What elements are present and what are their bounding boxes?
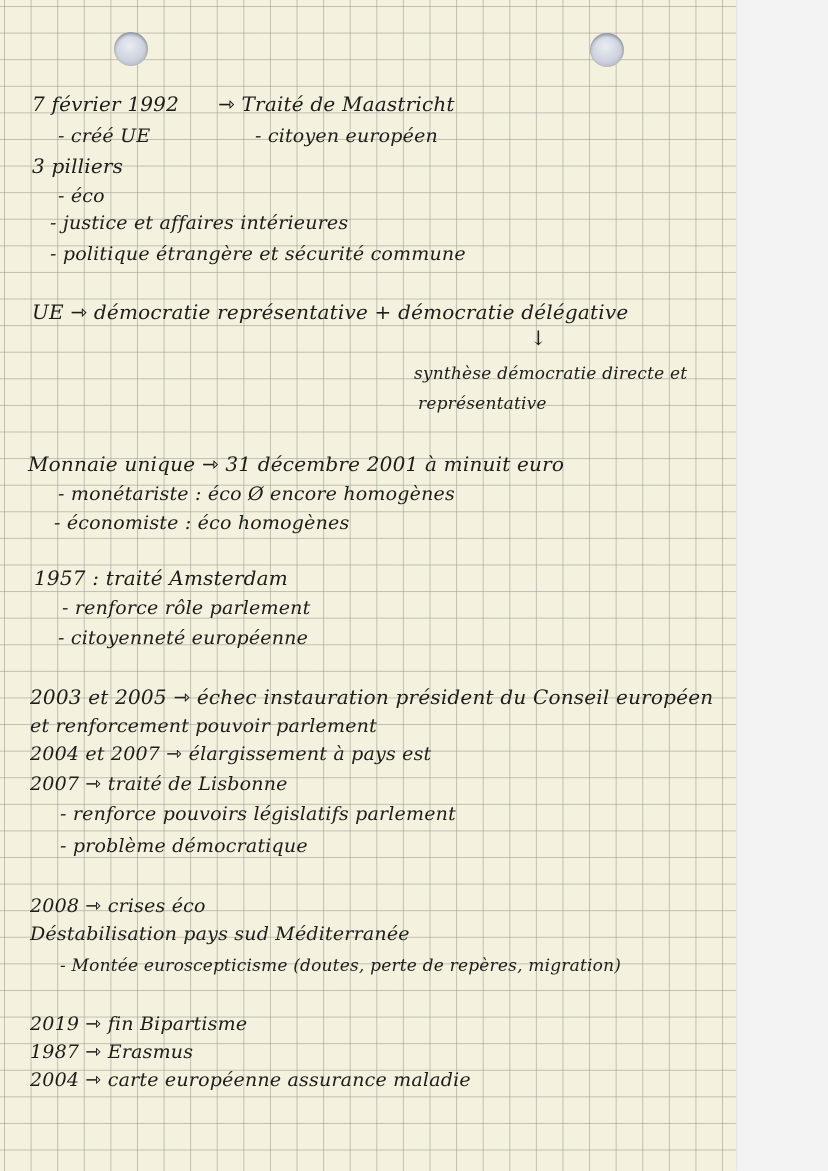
- note-pouvoirs-legislatifs: - renforce pouvoirs législatifs parlement: [60, 803, 456, 825]
- note-bipartisme: 2019 ⇾ fin Bipartisme: [30, 1013, 248, 1035]
- note-traite-amsterdam: 1957 : traité Amsterdam: [34, 566, 288, 590]
- punch-hole-right: [590, 33, 624, 67]
- note-carte-assurance: 2004 ⇾ carte européenne assurance maladie: [30, 1069, 471, 1091]
- note-euroscepticisme: - Montée euroscepticisme (doutes, perte de repères, migration): [60, 956, 622, 976]
- note-synthese: synthèse démocratie directe et: [414, 364, 688, 384]
- note-traite-lisbonne: 2007 ⇾ traité de Lisbonne: [30, 773, 288, 795]
- note-destabilisation: Déstabilisation pays sud Méditerranée: [30, 923, 410, 945]
- note-monetariste: - monétariste : éco Ø encore homogènes: [58, 483, 455, 505]
- note-pillar-eco: - éco: [58, 185, 105, 207]
- down-arrow-icon: ↓: [530, 326, 547, 350]
- note-renforce-role: - renforce rôle parlement: [62, 597, 311, 619]
- note-monnaie-unique: Monnaie unique ⇾ 31 décembre 2001 à minuit euro: [28, 452, 565, 476]
- note-probleme-democratique: - problème démocratique: [60, 835, 308, 857]
- note-pillar-politique: - politique étrangère et sécurité commune: [50, 243, 466, 265]
- note-maastricht-treaty: ⇾ Traité de Maastricht: [218, 92, 455, 116]
- note-citoyennete: - citoyenneté européenne: [58, 627, 309, 649]
- note-representative: représentative: [418, 394, 547, 414]
- note-elargissement: 2004 et 2007 ⇾ élargissement à pays est: [30, 743, 432, 765]
- note-erasmus: 1987 ⇾ Erasmus: [30, 1041, 194, 1063]
- note-three-pillars: 3 pilliers: [32, 154, 124, 178]
- note-economiste: - économiste : éco homogènes: [54, 512, 350, 534]
- note-citoyen-europeen: - citoyen européen: [255, 125, 438, 147]
- note-renforcement-pouvoir: et renforcement pouvoir parlement: [30, 715, 377, 737]
- note-echec-president: 2003 et 2005 ⇾ échec instauration président du Conseil européen: [30, 685, 714, 709]
- note-pillar-justice: - justice et affaires intérieures: [50, 212, 349, 234]
- note-crises-eco: 2008 ⇾ crises éco: [30, 895, 206, 917]
- note-date-maastricht: 7 février 1992: [32, 92, 180, 116]
- punch-hole-left: [114, 32, 148, 66]
- note-ue-democratie: UE ⇾ démocratie représentative + démocratie délégative: [32, 300, 629, 324]
- note-cree-ue: - créé UE: [58, 125, 151, 147]
